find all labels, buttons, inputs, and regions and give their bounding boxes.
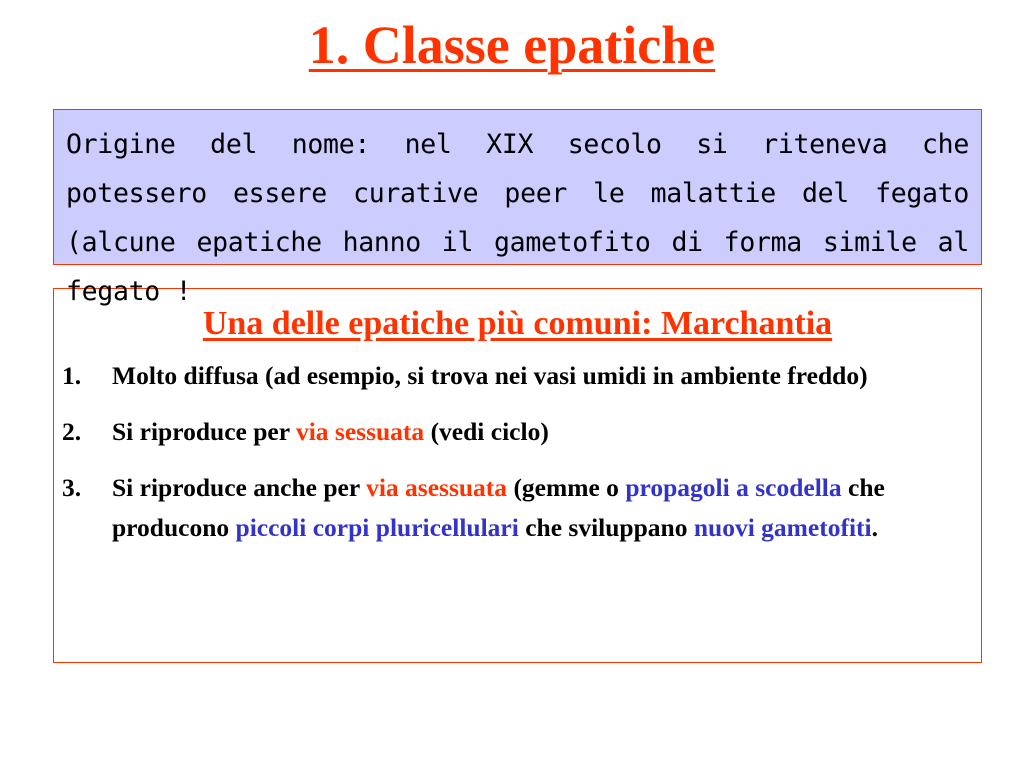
item-text: Si riproduce per bbox=[112, 417, 296, 447]
slide-title: 1. Classe epatiche bbox=[308, 15, 716, 75]
list-item bbox=[54, 356, 981, 396]
highlight-sexual-reproduction: via sessuata bbox=[295, 417, 425, 447]
item-text: Molto diffusa (ad esempio, si trova nei vasi umidi in ambiente freddo) bbox=[112, 361, 868, 391]
item-text: . bbox=[871, 513, 879, 543]
list-item-number: 1. bbox=[62, 361, 82, 391]
item-text: (vedi ciclo) bbox=[424, 417, 549, 447]
highlight-propagules: propagoli a scodella bbox=[625, 473, 842, 503]
marchantia-box bbox=[53, 288, 982, 663]
item-text: Si riproduce anche per bbox=[112, 473, 367, 503]
marchantia-list bbox=[54, 356, 981, 548]
highlight-asexual-reproduction: via asessuata bbox=[366, 473, 508, 503]
item-text: che producono bbox=[112, 473, 885, 543]
marchantia-subtitle: Una delle epatiche più comuni: Marchantia bbox=[202, 305, 833, 342]
origin-note-box bbox=[53, 109, 982, 307]
item-text: (gemme o bbox=[507, 473, 626, 503]
list-item-number: 2. bbox=[62, 417, 82, 447]
highlight-new-gametophytes: nuovi gametofiti bbox=[693, 513, 872, 543]
item-text: che sviluppano bbox=[518, 513, 694, 543]
list-item-number: 3. bbox=[62, 473, 82, 503]
highlight-multicellular-bodies: piccoli corpi pluricellulari bbox=[235, 513, 519, 543]
list-item bbox=[54, 468, 981, 548]
list-item bbox=[54, 412, 981, 452]
origin-note-text: Origine del nome: nel XIX secolo si riteneva che potessero essere curative peer le malattie del fegato (alcune epatiche hanno il gametofito di forma simile al fegato ! bbox=[66, 129, 969, 307]
